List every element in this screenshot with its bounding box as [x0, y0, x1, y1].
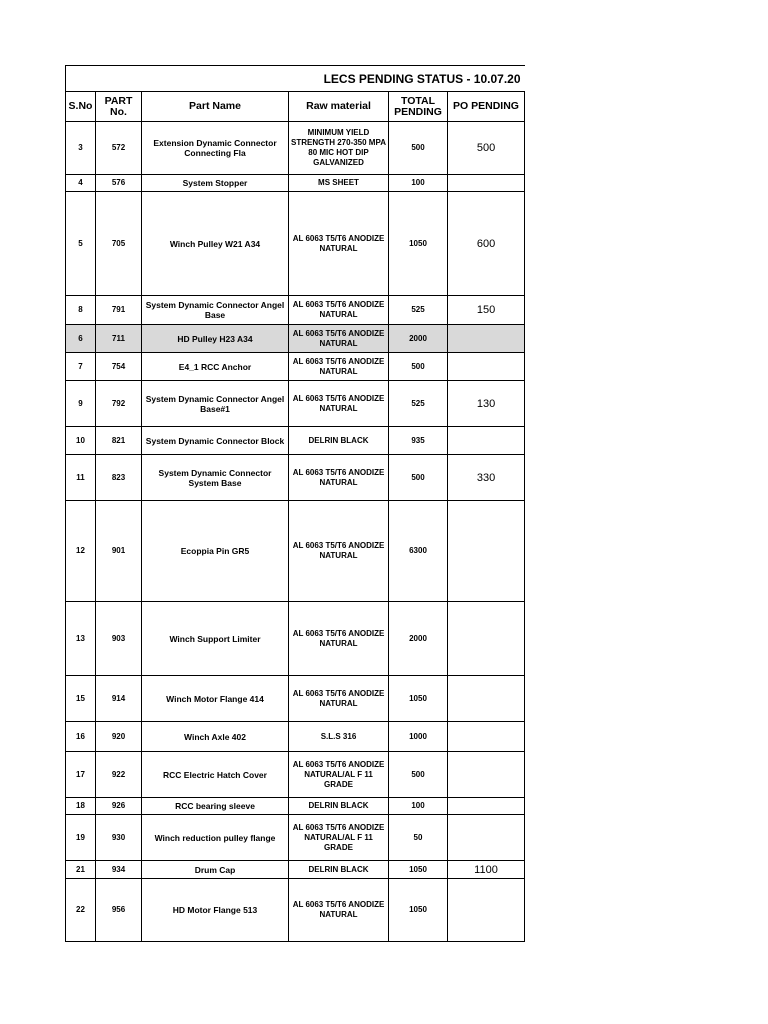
cell-raw-material: AL 6063 T5/T6 ANODIZE NATURAL	[289, 325, 389, 353]
cell-part-name: System Stopper	[142, 175, 289, 192]
table-row	[66, 427, 525, 455]
table-row	[66, 752, 525, 798]
cell-po-pending: 600	[448, 192, 525, 296]
cell-sno: 8	[66, 296, 96, 325]
cell-sno: 7	[66, 353, 96, 381]
cell-raw-material: DELRIN BLACK	[289, 798, 389, 815]
cell-part-no: 572	[96, 122, 142, 175]
cell-part-name: Winch Axle 402	[142, 722, 289, 752]
table-row	[66, 192, 525, 296]
cell-part-name: Winch Pulley W21 A34	[142, 192, 289, 296]
cell-part-no: 922	[96, 752, 142, 798]
cell-part-name: E4_1 RCC Anchor	[142, 353, 289, 381]
cell-po-pending	[448, 427, 525, 455]
cell-po-pending	[448, 798, 525, 815]
cell-raw-material: S.L.S 316	[289, 722, 389, 752]
cell-po-pending	[448, 815, 525, 861]
cell-part-no: 754	[96, 353, 142, 381]
cell-part-no: 920	[96, 722, 142, 752]
cell-raw-material: DELRIN BLACK	[289, 861, 389, 879]
cell-total-pending: 6300	[389, 501, 448, 602]
table-row	[66, 353, 525, 381]
cell-part-name: Drum Cap	[142, 861, 289, 879]
pending-status-table	[65, 65, 525, 942]
cell-raw-material: AL 6063 T5/T6 ANODIZE NATURAL	[289, 192, 389, 296]
cell-part-no: 901	[96, 501, 142, 602]
cell-part-name: HD Motor Flange 513	[142, 879, 289, 942]
cell-total-pending: 500	[389, 122, 448, 175]
cell-part-name: System Dynamic Connector Angel Base	[142, 296, 289, 325]
cell-po-pending	[448, 602, 525, 676]
cell-part-no: 576	[96, 175, 142, 192]
header-total-pending: TOTAL PENDING	[389, 92, 448, 122]
cell-raw-material: DELRIN BLACK	[289, 427, 389, 455]
cell-total-pending: 1050	[389, 861, 448, 879]
cell-part-no: 823	[96, 455, 142, 501]
cell-po-pending: 330	[448, 455, 525, 501]
table-row	[66, 861, 525, 879]
cell-part-no: 956	[96, 879, 142, 942]
cell-po-pending	[448, 676, 525, 722]
table-row	[66, 815, 525, 861]
cell-total-pending: 1050	[389, 879, 448, 942]
cell-po-pending	[448, 175, 525, 192]
cell-po-pending	[448, 501, 525, 602]
table-row	[66, 798, 525, 815]
cell-part-no: 791	[96, 296, 142, 325]
cell-raw-material: MS SHEET	[289, 175, 389, 192]
cell-sno: 22	[66, 879, 96, 942]
cell-part-no: 821	[96, 427, 142, 455]
cell-po-pending	[448, 353, 525, 381]
cell-part-no: 926	[96, 798, 142, 815]
cell-total-pending: 500	[389, 455, 448, 501]
cell-total-pending: 525	[389, 296, 448, 325]
cell-sno: 18	[66, 798, 96, 815]
table-row	[66, 455, 525, 501]
cell-part-no: 705	[96, 192, 142, 296]
cell-part-name: Extension Dynamic Connector Connecting Fla	[142, 122, 289, 175]
cell-sno: 12	[66, 501, 96, 602]
cell-sno: 16	[66, 722, 96, 752]
cell-total-pending: 2000	[389, 325, 448, 353]
cell-sno: 9	[66, 381, 96, 427]
cell-raw-material: AL 6063 T5/T6 ANODIZE NATURAL	[289, 602, 389, 676]
cell-sno: 15	[66, 676, 96, 722]
cell-part-no: 903	[96, 602, 142, 676]
cell-po-pending	[448, 752, 525, 798]
cell-part-no: 934	[96, 861, 142, 879]
cell-total-pending: 2000	[389, 602, 448, 676]
cell-sno: 21	[66, 861, 96, 879]
header-sno: S.No	[66, 92, 96, 122]
cell-total-pending: 50	[389, 815, 448, 861]
cell-raw-material: AL 6063 T5/T6 ANODIZE NATURAL	[289, 501, 389, 602]
cell-po-pending	[448, 722, 525, 752]
table-row	[66, 296, 525, 325]
cell-total-pending: 1000	[389, 722, 448, 752]
cell-total-pending: 500	[389, 353, 448, 381]
table-row	[66, 722, 525, 752]
cell-part-name: Winch reduction pulley flange	[142, 815, 289, 861]
table-row	[66, 501, 525, 602]
cell-total-pending: 1050	[389, 676, 448, 722]
header-part-name: Part Name	[142, 92, 289, 122]
table-row	[66, 175, 525, 192]
table-row	[66, 325, 525, 353]
cell-total-pending: 100	[389, 798, 448, 815]
cell-po-pending	[448, 325, 525, 353]
cell-raw-material: AL 6063 T5/T6 ANODIZE NATURAL	[289, 455, 389, 501]
cell-raw-material: AL 6063 T5/T6 ANODIZE NATURAL	[289, 381, 389, 427]
cell-raw-material: AL 6063 T5/T6 ANODIZE NATURAL/AL F 11 GRADE	[289, 752, 389, 798]
cell-part-name: Winch Support Limiter	[142, 602, 289, 676]
sheet-title: LECS PENDING STATUS - 10.07.20	[66, 66, 525, 92]
cell-part-no: 914	[96, 676, 142, 722]
cell-sno: 10	[66, 427, 96, 455]
table-row	[66, 602, 525, 676]
cell-sno: 13	[66, 602, 96, 676]
cell-po-pending	[448, 879, 525, 942]
cell-raw-material: AL 6063 T5/T6 ANODIZE NATURAL	[289, 296, 389, 325]
cell-part-name: System Dynamic Connector System Base	[142, 455, 289, 501]
table-row	[66, 381, 525, 427]
cell-total-pending: 1050	[389, 192, 448, 296]
table-row	[66, 676, 525, 722]
cell-raw-material: AL 6063 T5/T6 ANODIZE NATURAL	[289, 676, 389, 722]
header-raw-material: Raw material	[289, 92, 389, 122]
cell-part-name: HD Pulley H23 A34	[142, 325, 289, 353]
cell-sno: 17	[66, 752, 96, 798]
cell-raw-material: MINIMUM YIELD STRENGTH 270-350 MPA 80 MIC HOT DIP GALVANIZED	[289, 122, 389, 175]
cell-part-name: RCC Electric Hatch Cover	[142, 752, 289, 798]
table-row	[66, 879, 525, 942]
header-part-no: PART No.	[96, 92, 142, 122]
cell-po-pending: 1100	[448, 861, 525, 879]
header-po-pending: PO PENDING	[448, 92, 525, 122]
cell-sno: 19	[66, 815, 96, 861]
cell-part-name: System Dynamic Connector Angel Base#1	[142, 381, 289, 427]
cell-sno: 5	[66, 192, 96, 296]
cell-po-pending: 500	[448, 122, 525, 175]
cell-total-pending: 935	[389, 427, 448, 455]
cell-sno: 6	[66, 325, 96, 353]
cell-raw-material: AL 6063 T5/T6 ANODIZE NATURAL/AL F 11 GRADE	[289, 815, 389, 861]
cell-part-no: 792	[96, 381, 142, 427]
cell-part-name: Winch Motor Flange 414	[142, 676, 289, 722]
cell-sno: 11	[66, 455, 96, 501]
cell-po-pending: 130	[448, 381, 525, 427]
cell-total-pending: 525	[389, 381, 448, 427]
cell-part-no: 711	[96, 325, 142, 353]
cell-total-pending: 100	[389, 175, 448, 192]
cell-total-pending: 500	[389, 752, 448, 798]
cell-part-name: System Dynamic Connector Block	[142, 427, 289, 455]
cell-sno: 4	[66, 175, 96, 192]
cell-part-no: 930	[96, 815, 142, 861]
cell-raw-material: AL 6063 T5/T6 ANODIZE NATURAL	[289, 879, 389, 942]
cell-sno: 3	[66, 122, 96, 175]
cell-part-name: RCC bearing sleeve	[142, 798, 289, 815]
cell-po-pending: 150	[448, 296, 525, 325]
cell-raw-material: AL 6063 T5/T6 ANODIZE NATURAL	[289, 353, 389, 381]
cell-part-name: Ecoppia Pin GR5	[142, 501, 289, 602]
table-row	[66, 122, 525, 175]
